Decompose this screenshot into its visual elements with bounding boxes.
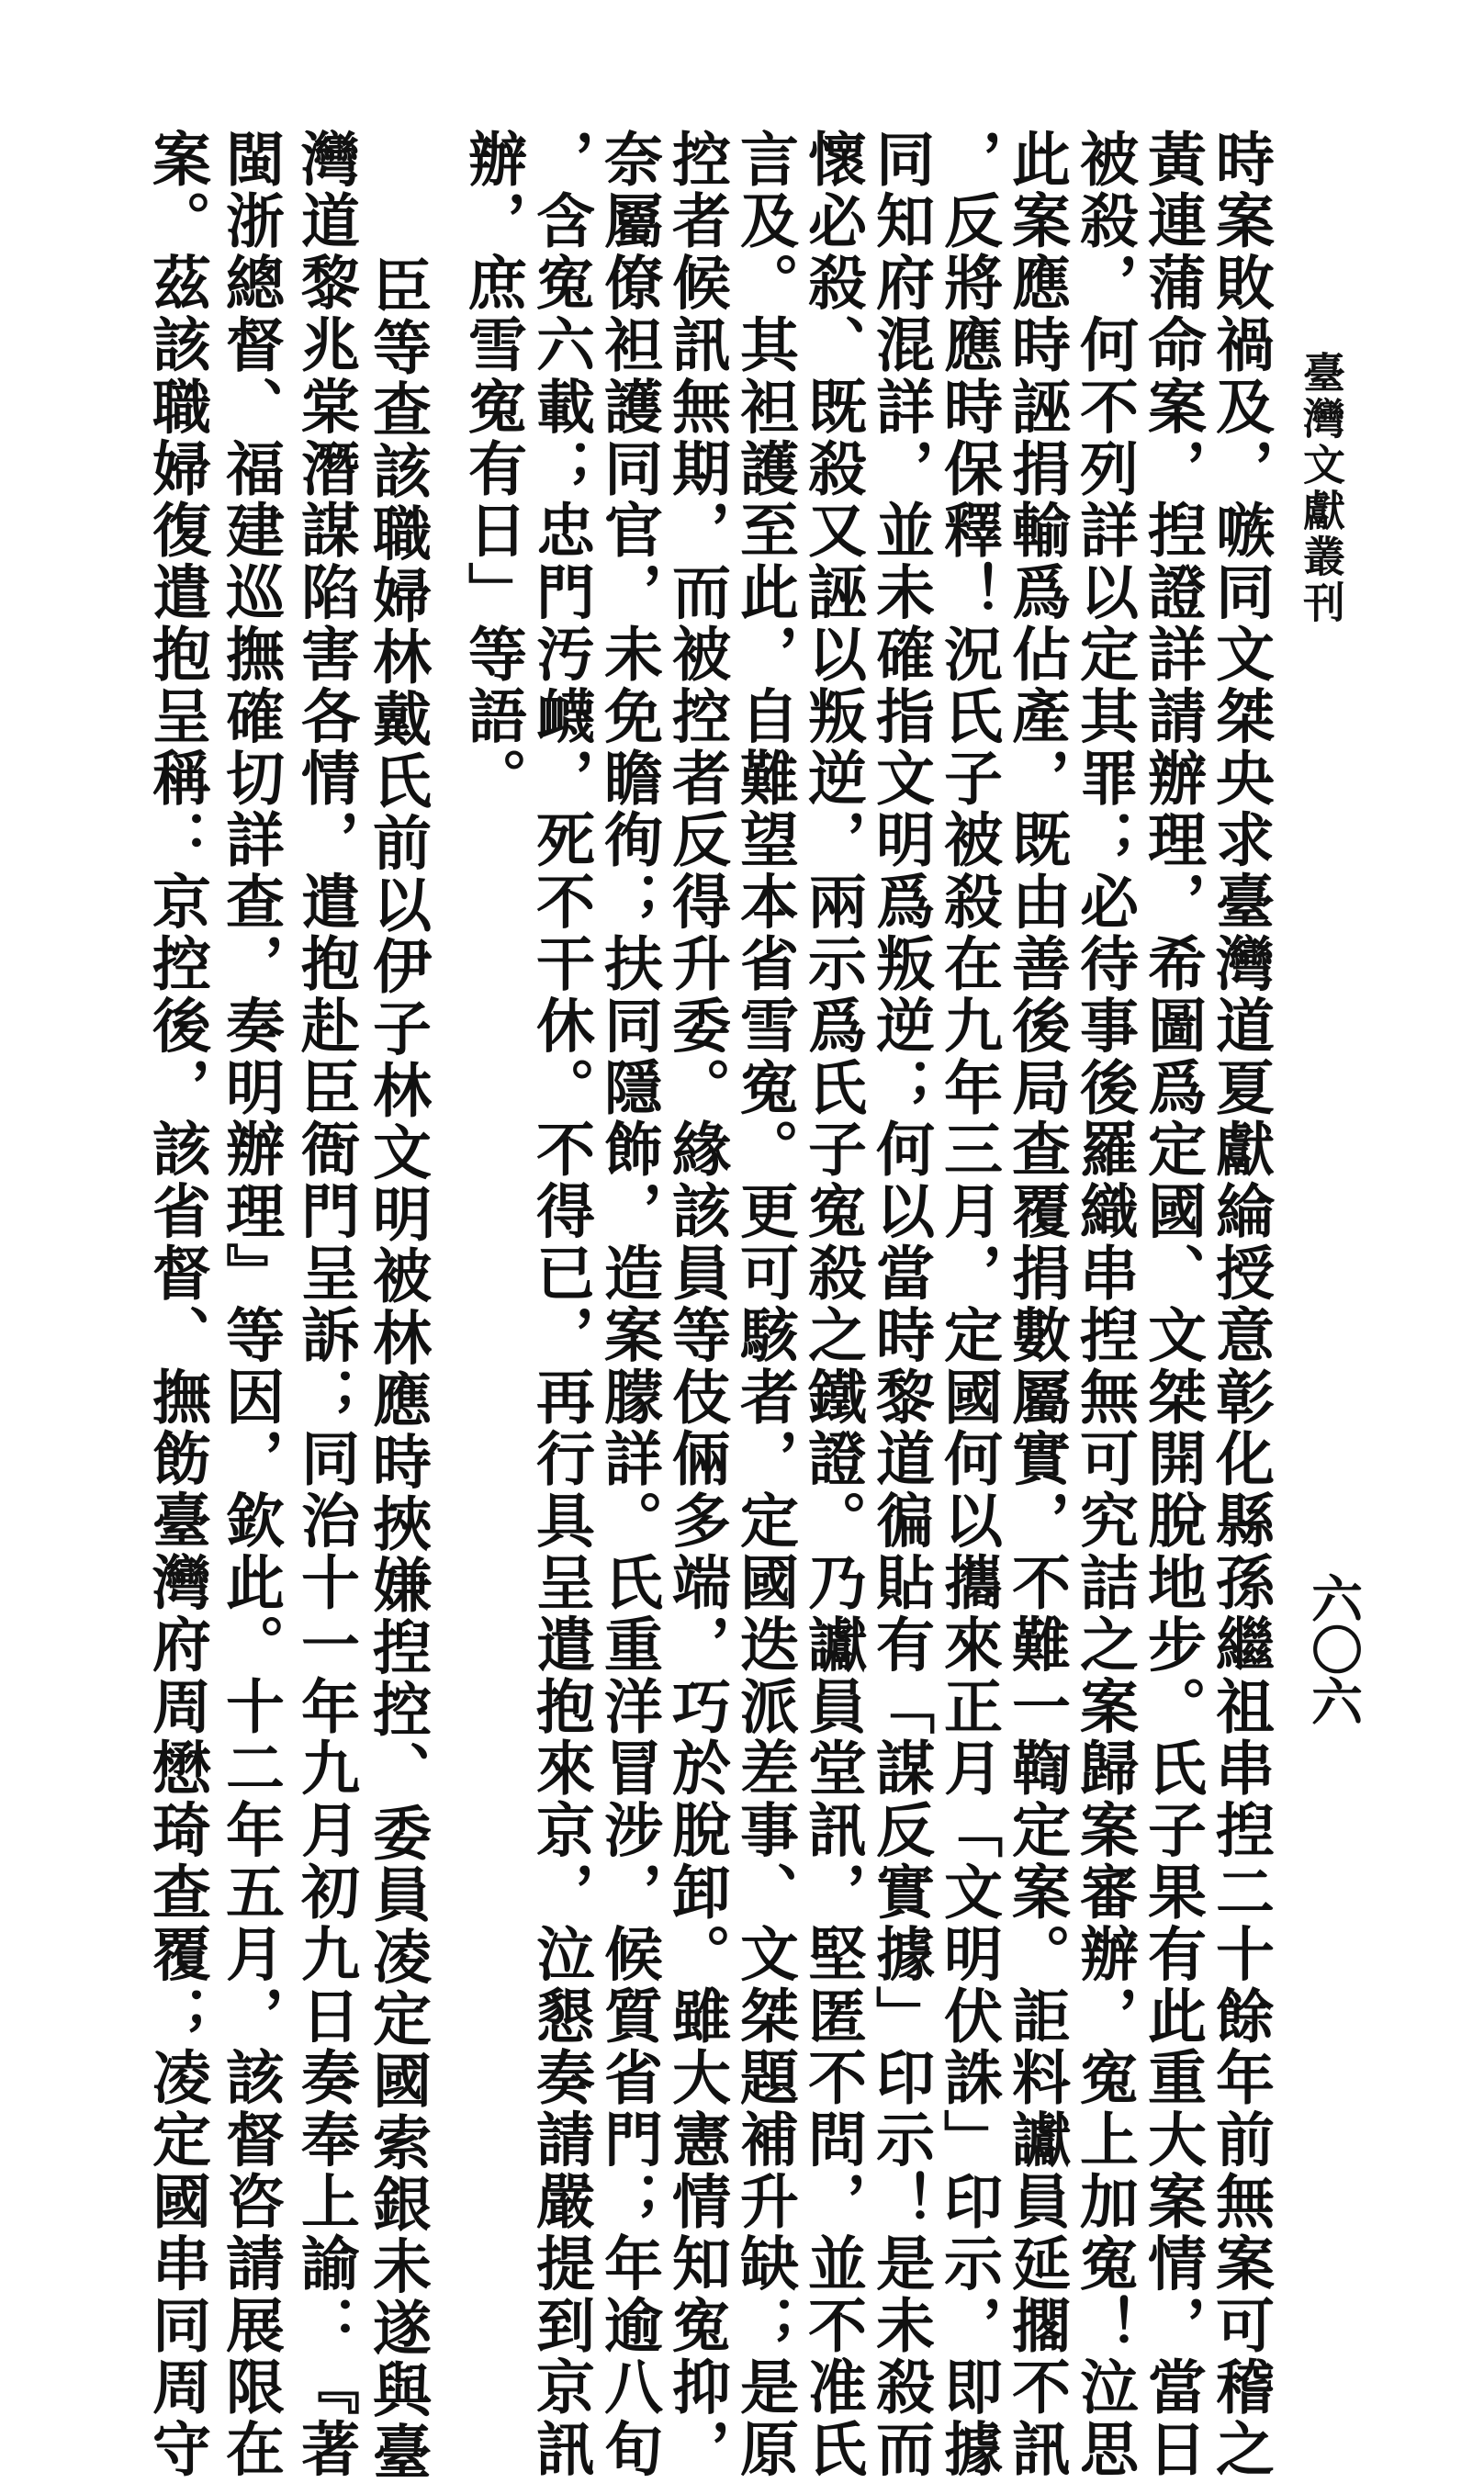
- text-column-8: 言及。其袒護至此，自難望本省雪寃。更可駭者，定國迭派差事、文桀題補升缺；是原: [730, 129, 799, 2481]
- text-column-3: 被殺，何不列詳以定其罪；必待事後羅織串揑無可究詰之案歸案審辦，寃上加寃！泣思: [1070, 129, 1139, 2481]
- text-column-9: 控者候訊無期，而被控者反得升委。緣該員等伎倆多端，巧於脫卸。雖大憲情知寃抑，: [662, 129, 731, 2481]
- text-column-11: ，含寃六載；忠門汚衊，死不干休。不得已，再行具呈遣抱來京，泣懇奏請嚴提到京訊: [526, 129, 595, 2481]
- text-column-10: 奈屬僚袒護同官，未免瞻徇；扶同隱飾，造案朦詳。氏重洋冒涉，候質省門；年逾八旬: [594, 129, 663, 2481]
- text-column-4: 此案應時誣捐輸爲佔產，既由善後局查覆捐數屬實，不難一鞫定案。詎料讞員延擱不訊: [1002, 129, 1071, 2481]
- text-column-16: 案。茲該職婦復遣抱呈稱：京控後，該省督、撫飭臺灣府周懋琦查覆；凌定國串同周守: [142, 129, 211, 2481]
- text-column-7: 懷必殺、既殺又誣以叛逆，兩示爲氏子寃殺之鐵證。乃讞員堂訊，堅匿不問，並不准氏: [798, 129, 867, 2481]
- text-column-1: 時案敗禍及，嗾同文桀央求臺灣道夏獻綸授意彰化縣孫繼祖串揑二十餘年前無案可稽之: [1206, 129, 1275, 2481]
- text-column-14: 灣道黎兆棠潛謀陷害各情，遣抱赴臣衙門呈訴；同治十一年九月初九日奏奉上諭：『著: [291, 129, 360, 2481]
- text-column-13: 臣等查該職婦林戴氏前以伊子林文明被林應時挾嫌揑控、委員凌定國索銀未遂與臺: [363, 255, 432, 2483]
- text-column-15: 閩浙總督、福建巡撫確切詳查，奏明辦理』等因，欽此。十二年五月，該督咨請展限在: [216, 129, 285, 2481]
- text-column-12: 辦，庶雪寃有日」等語。: [458, 129, 527, 810]
- text-column-2: 黃連蒲命案，揑證詳請辦理，希圖爲定國、文桀開脫地步。氏子果有此重大案情，當日: [1138, 129, 1207, 2481]
- running-title: 臺灣文獻叢刊: [1297, 351, 1346, 626]
- text-column-6: 同知府混詳，並未確指文明爲叛逆；何以當時黎道徧貼有「謀反實據」印示！是未殺而: [866, 129, 935, 2481]
- text-column-5: ，反將應時保釋！況氏子被殺在九年三月，定國何以攜來正月「文明伏誅」印示，即據: [934, 129, 1003, 2481]
- page-number: 六〇六: [1303, 1572, 1364, 1726]
